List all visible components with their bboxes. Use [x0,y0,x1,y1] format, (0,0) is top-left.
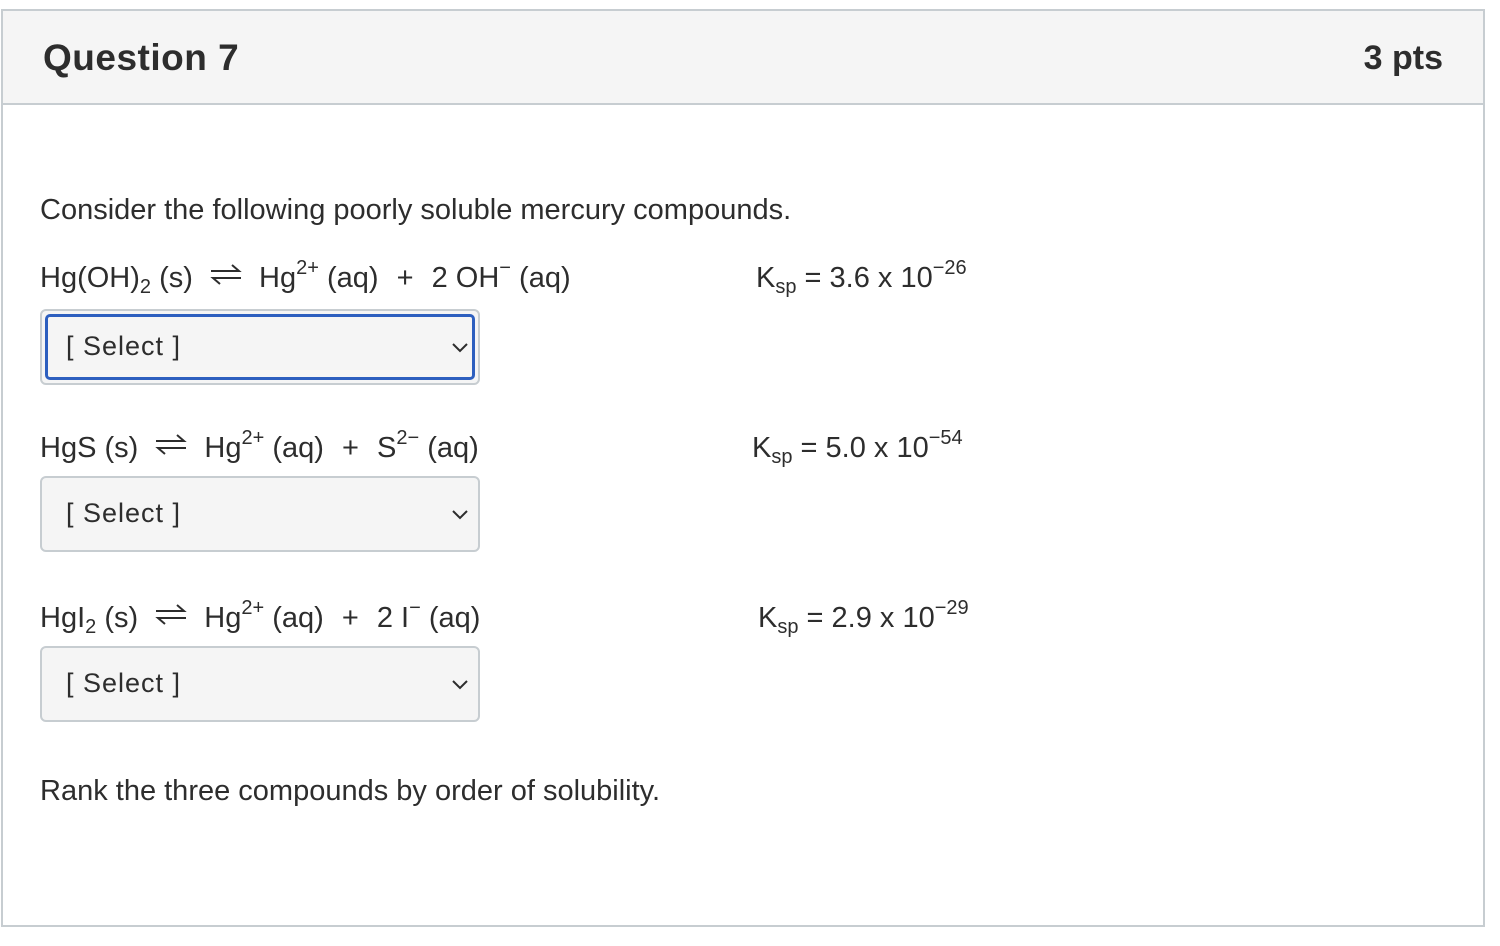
plus-sign: + [341,602,359,634]
reactant: HgS (s) [40,432,139,464]
reaction-equation-3 [40,597,481,638]
select-value: [ Select ] [66,331,182,361]
solubility-select-3[interactable] [40,646,480,722]
plus-sign: + [342,432,359,464]
question-points: 3 pts [1363,39,1443,77]
equilibrium-arrow-icon [154,603,188,625]
ksp-value-3: $K_{sp} = 2.9$ x $10^{-29}$ [758,597,969,638]
product-2: 2 OH− (aq) [431,257,571,294]
product-1: $Hg^{2+}$ (aq) [259,257,379,294]
reactant: $Hg(OH)_2$ (s) [40,262,193,298]
chevron-down-icon [450,676,470,692]
instruction-text: Rank the three compounds by order of solubility. [40,775,661,807]
reaction-equation-1 [40,257,571,298]
select-value: [ Select ] [66,498,182,528]
intro-text: Consider the following poorly soluble mercury compounds. [40,194,792,226]
reactant: HgI$_2$ (s) [40,602,139,638]
plus-sign: + [396,262,414,294]
ksp-value-2: $K_{sp} = 5.0$ x $10^{-54}$ [752,427,963,468]
product-1: $Hg^{2+}$ (aq) [204,597,324,634]
product-2: $S^{2-}$ (aq) [377,427,479,464]
product-2: 2 I− (aq) [376,597,481,634]
solubility-select-1[interactable] [40,309,480,385]
question-header [3,11,1483,105]
ksp-value-1: $K_{sp} = 3.6$ x $10^{-26}$ [756,257,967,298]
select-value: [ Select ] [66,668,182,698]
equilibrium-arrow-icon [209,263,243,285]
chevron-down-icon [450,339,470,355]
reaction-equation-2 [40,427,479,465]
product-1: $Hg^{2+}$ (aq) [204,427,324,464]
equilibrium-arrow-icon [154,433,188,455]
solubility-select-2[interactable] [40,476,480,552]
question-title: Question 7 [43,37,240,78]
chevron-down-icon [450,506,470,522]
